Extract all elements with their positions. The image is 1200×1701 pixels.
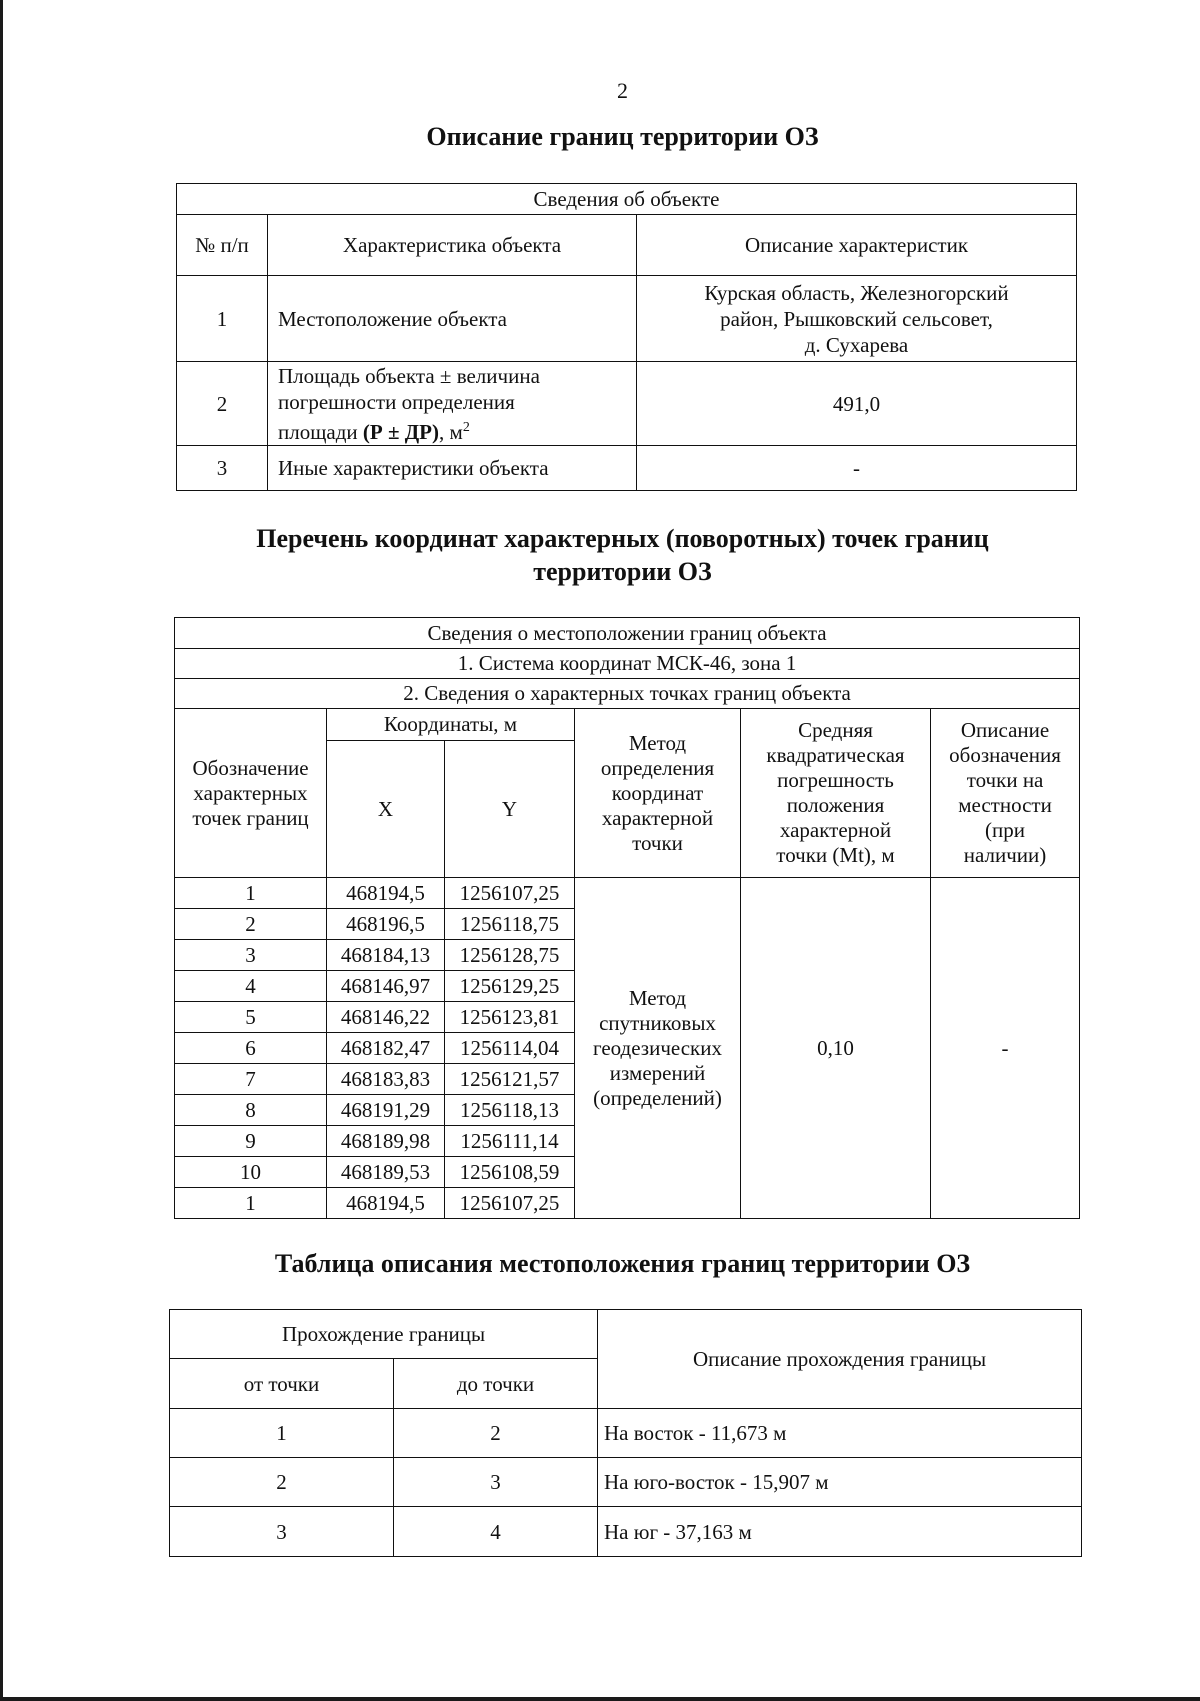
- row-num: 1: [177, 276, 268, 362]
- header-line: обозначения: [949, 743, 1061, 767]
- header-line: характерных: [193, 780, 308, 805]
- to-point: 4: [394, 1507, 598, 1557]
- section2-title-line: Перечень координат характерных (поворотных) точек границ: [256, 524, 989, 553]
- header-point-designation: [175, 709, 327, 878]
- header-num: № п/п: [177, 215, 268, 276]
- header-line: характерной: [779, 818, 892, 842]
- unit-superscript: 2: [462, 419, 470, 435]
- object-info-table: [176, 183, 1077, 491]
- passage-description: На восток - 11,673 м: [598, 1409, 1082, 1458]
- point-y: 1256108,59: [445, 1157, 575, 1188]
- header-line: погрешность: [777, 768, 894, 792]
- header-passage: Прохождение границы: [170, 1310, 598, 1359]
- header-line: Обозначение: [192, 755, 309, 780]
- table-caption: Сведения о местоположении границ объекта: [175, 618, 1080, 649]
- caption-row: [175, 679, 1080, 709]
- point-id: 8: [175, 1095, 327, 1126]
- method-line: геодезических: [592, 1035, 722, 1060]
- point-x: 468184,13: [327, 940, 445, 971]
- characteristic-line: погрешности определения: [278, 389, 515, 414]
- row-description: [637, 276, 1077, 362]
- from-point: 1: [170, 1409, 394, 1458]
- point-x: 468182,47: [327, 1033, 445, 1064]
- point-id: 1: [175, 878, 327, 909]
- point-x: 468194,5: [327, 1188, 445, 1219]
- page-number: 2: [617, 78, 628, 103]
- point-y: 1256118,13: [445, 1095, 575, 1126]
- to-point: 2: [394, 1409, 598, 1458]
- point-id: 2: [175, 909, 327, 940]
- coordinates-table: [174, 617, 1080, 1219]
- description-line: район, Рышковский сельсовет,: [720, 306, 993, 331]
- method-line: (определений): [593, 1085, 722, 1110]
- header-y: Y: [445, 741, 575, 878]
- unit: , м: [439, 419, 463, 444]
- point-x: 468146,97: [327, 971, 445, 1002]
- point-id: 1: [175, 1188, 327, 1219]
- table-caption: Сведения об объекте: [177, 184, 1077, 215]
- header-line: Метод: [628, 730, 687, 755]
- scan-bottom-edge: [0, 1697, 1200, 1701]
- point-y: 1256111,14: [445, 1126, 575, 1157]
- formula: (Р ± ДР): [362, 419, 440, 444]
- header-line: точки: [632, 830, 683, 855]
- header-to: до точки: [394, 1359, 598, 1409]
- passage-description: На юг - 37,163 м: [598, 1507, 1082, 1557]
- point-x: 468189,98: [327, 1126, 445, 1157]
- boundary-table: [169, 1309, 1082, 1557]
- row-characteristic: [268, 362, 637, 446]
- from-point: 2: [170, 1458, 394, 1507]
- point-id: 4: [175, 971, 327, 1002]
- header-line: наличии): [963, 843, 1047, 867]
- point-y: 1256107,25: [445, 878, 575, 909]
- description-line: д. Сухарева: [804, 332, 909, 357]
- description-line: Курская область, Железногорский: [704, 280, 1009, 305]
- characteristic-line: [278, 415, 636, 445]
- point-y: 1256107,25: [445, 1188, 575, 1219]
- header-line: (при: [985, 818, 1026, 842]
- table-row: [175, 878, 1080, 909]
- point-id: 3: [175, 940, 327, 971]
- header-line: точки (Mt), м: [776, 843, 895, 867]
- characteristic-prefix: площади: [278, 419, 363, 444]
- point-x: 468183,83: [327, 1064, 445, 1095]
- header-coordinates: Координаты, м: [327, 709, 575, 741]
- method-line: спутниковых: [599, 1010, 716, 1035]
- header-point-description: [931, 709, 1080, 878]
- point-y: 1256121,57: [445, 1064, 575, 1095]
- header-method: [575, 709, 741, 878]
- method-line: измерений: [609, 1060, 706, 1085]
- from-point: 3: [170, 1507, 394, 1557]
- header-line: координат: [611, 780, 704, 805]
- row-characteristic: Иные характеристики объекта: [268, 446, 637, 491]
- passage-description: На юго-восток - 15,907 м: [598, 1458, 1082, 1507]
- row-num: 2: [177, 362, 268, 446]
- table-row: [177, 446, 1077, 491]
- point-y: 1256128,75: [445, 940, 575, 971]
- table-row: [170, 1409, 1082, 1458]
- method-line: Метод: [628, 985, 687, 1010]
- header-row: [177, 215, 1077, 276]
- section2-title-line: территории ОЗ: [533, 557, 712, 586]
- section1-title: Описание границ территории ОЗ: [426, 122, 819, 151]
- section3-title: Таблица описания местоположения границ территории ОЗ: [274, 1249, 971, 1278]
- table-row: [170, 1458, 1082, 1507]
- header-line: определения: [600, 755, 715, 780]
- point-y: 1256129,25: [445, 971, 575, 1002]
- row-characteristic: Местоположение объекта: [268, 276, 637, 362]
- header-passage-description: Описание прохождения границы: [598, 1310, 1082, 1409]
- header-line: местности: [958, 793, 1052, 817]
- header-description: Описание характеристик: [637, 215, 1077, 276]
- points-caption: 2. Сведения о характерных точках границ объекта: [175, 679, 1080, 709]
- point-x: 468146,22: [327, 1002, 445, 1033]
- header-line: положения: [786, 793, 885, 817]
- header-from: от точки: [170, 1359, 394, 1409]
- header-line: точек границ: [192, 805, 309, 830]
- header-error: [741, 709, 931, 878]
- error-value: 0,10: [741, 878, 931, 1219]
- header-row: [170, 1310, 1082, 1359]
- point-id: 10: [175, 1157, 327, 1188]
- header-x: X: [327, 741, 445, 878]
- point-id: 6: [175, 1033, 327, 1064]
- characteristic-line: Площадь объекта ± величина: [278, 363, 540, 388]
- point-id: 7: [175, 1064, 327, 1095]
- table-row: [177, 362, 1077, 446]
- row-num: 3: [177, 446, 268, 491]
- scan-left-edge: [0, 0, 3, 1701]
- caption-row: [175, 649, 1080, 679]
- point-x: 468191,29: [327, 1095, 445, 1126]
- header-line: характерной: [601, 805, 714, 830]
- point-y: 1256118,75: [445, 909, 575, 940]
- caption-row: [175, 618, 1080, 649]
- point-y: 1256123,81: [445, 1002, 575, 1033]
- point-id: 9: [175, 1126, 327, 1157]
- table-row: [170, 1507, 1082, 1557]
- header-line: квадратическая: [766, 743, 905, 767]
- row-description: 491,0: [637, 362, 1077, 446]
- header-line: Средняя: [798, 718, 873, 742]
- point-id: 5: [175, 1002, 327, 1033]
- point-y: 1256114,04: [445, 1033, 575, 1064]
- header-line: точки на: [966, 768, 1044, 792]
- to-point: 3: [394, 1458, 598, 1507]
- coordinate-system: 1. Система координат МСК-46, зона 1: [175, 649, 1080, 679]
- point-x: 468194,5: [327, 878, 445, 909]
- header-line: Описание: [960, 718, 1050, 742]
- point-x: 468189,53: [327, 1157, 445, 1188]
- header-row: [175, 709, 1080, 741]
- header-characteristic: Характеристика объекта: [268, 215, 637, 276]
- table-caption-row: [177, 184, 1077, 215]
- table-row: [177, 276, 1077, 362]
- point-x: 468196,5: [327, 909, 445, 940]
- row-description: -: [637, 446, 1077, 491]
- description-value: -: [931, 878, 1080, 1219]
- section2-title: [0, 522, 1200, 588]
- method-value: [575, 878, 741, 1219]
